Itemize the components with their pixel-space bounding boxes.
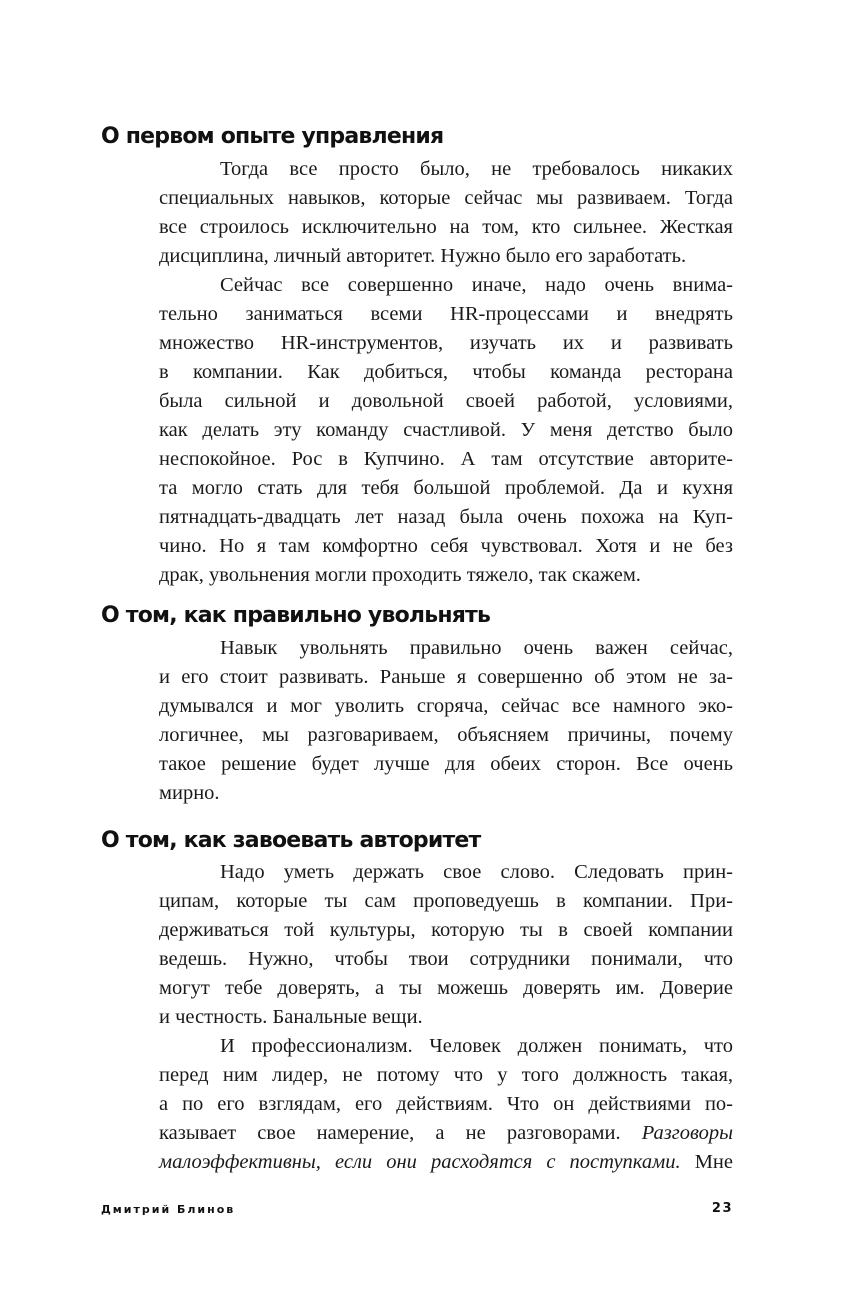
paragraph-line: и честность. Банальные вещи. <box>159 1006 423 1028</box>
paragraph-line: а по его взглядам, его действиям. Что он действиями по- <box>159 1093 733 1115</box>
paragraph-line: тельно заниматься всеми HR-процессами и внедрять <box>159 303 733 325</box>
paragraph-line: драк, увольнения могли проходить тяжело, так скажем. <box>159 564 641 586</box>
paragraph-line: та могло стать для тебя большой проблемой. Да и кухня <box>159 477 733 499</box>
paragraph-line: специальных навыков, которые сейчас мы развиваем. Тогда <box>159 187 733 209</box>
paragraph-line-mixed <box>159 1121 733 1145</box>
paragraph-line: перед ним лидер, не потому что у того должность такая, <box>159 1064 733 1086</box>
section-heading-how-to-fire: О том, как правильно увольнять <box>101 603 491 628</box>
paragraph-line: множество HR-инструментов, изучать их и развивать <box>159 332 733 354</box>
paragraph-line-mixed <box>159 1150 733 1174</box>
paragraph-line: неспокойное. Рос в Купчино. А там отсутствие авторите- <box>159 448 733 470</box>
paragraph-text: Мне <box>694 1151 733 1173</box>
italic-text: малоэффективны, если они расходятся с поступками. <box>159 1151 681 1173</box>
paragraph-line: думывался и мог уволить сгоряча, сейчас все намного эко- <box>159 695 733 717</box>
page-number: 23 <box>711 1201 733 1216</box>
paragraph-line: в компании. Как добиться, чтобы команда ресторана <box>159 361 733 383</box>
paragraph-line: такое решение будет лучше для обеих сторон. Все очень <box>159 753 733 775</box>
paragraph-line: ципам, которые ты сам проповедуешь в компании. При- <box>159 890 733 912</box>
paragraph-line: как делать эту команду счастливой. У меня детство было <box>159 419 733 441</box>
paragraph-line: Надо уметь держать свое слово. Следовать прин- <box>220 861 733 883</box>
section-heading-first-management: О первом опыте управления <box>101 124 444 149</box>
paragraph-line: Сейчас все совершенно иначе, надо очень внима- <box>220 274 733 296</box>
paragraph-line: могут тебе доверять, а ты можешь доверять им. Доверие <box>159 977 733 999</box>
paragraph-line: И профессионализм. Человек должен понимать, что <box>220 1035 733 1057</box>
paragraph-line: мирно. <box>159 782 220 804</box>
paragraph-line: Навык увольнять правильно очень важен сейчас, <box>220 637 733 659</box>
section-heading-gain-authority: О том, как завоевать авторитет <box>101 828 481 853</box>
running-footer-author: Дмитрий Блинов <box>101 1203 236 1216</box>
paragraph-line: ведешь. Нужно, чтобы твои сотрудники понимали, что <box>159 948 733 970</box>
paragraph-line: все строилось исключительно на том, кто сильнее. Жесткая <box>159 216 733 238</box>
paragraph-line: и его стоит развивать. Раньше я совершенно об этом не за- <box>159 666 733 688</box>
paragraph-line: чино. Но я там комфортно себя чувствовал. Хотя и не без <box>159 535 733 557</box>
paragraph-line: держиваться той культуры, которую ты в своей компании <box>159 919 733 941</box>
paragraph-line: пятнадцать-двадцать лет назад была очень похожа на Куп- <box>159 506 733 528</box>
paragraph-line: Тогда все просто было, не требовалось никаких <box>220 158 733 180</box>
paragraph-line: логичнее, мы разговариваем, объясняем причины, почему <box>159 724 733 746</box>
paragraph-line: была сильной и довольной своей работой, условиями, <box>159 390 733 412</box>
italic-text: Разговоры <box>641 1122 733 1144</box>
paragraph-line: дисциплина, личный авторитет. Нужно было его заработать. <box>159 245 687 267</box>
paragraph-text: казывает свое намерение, а не разговорами. <box>159 1122 621 1144</box>
